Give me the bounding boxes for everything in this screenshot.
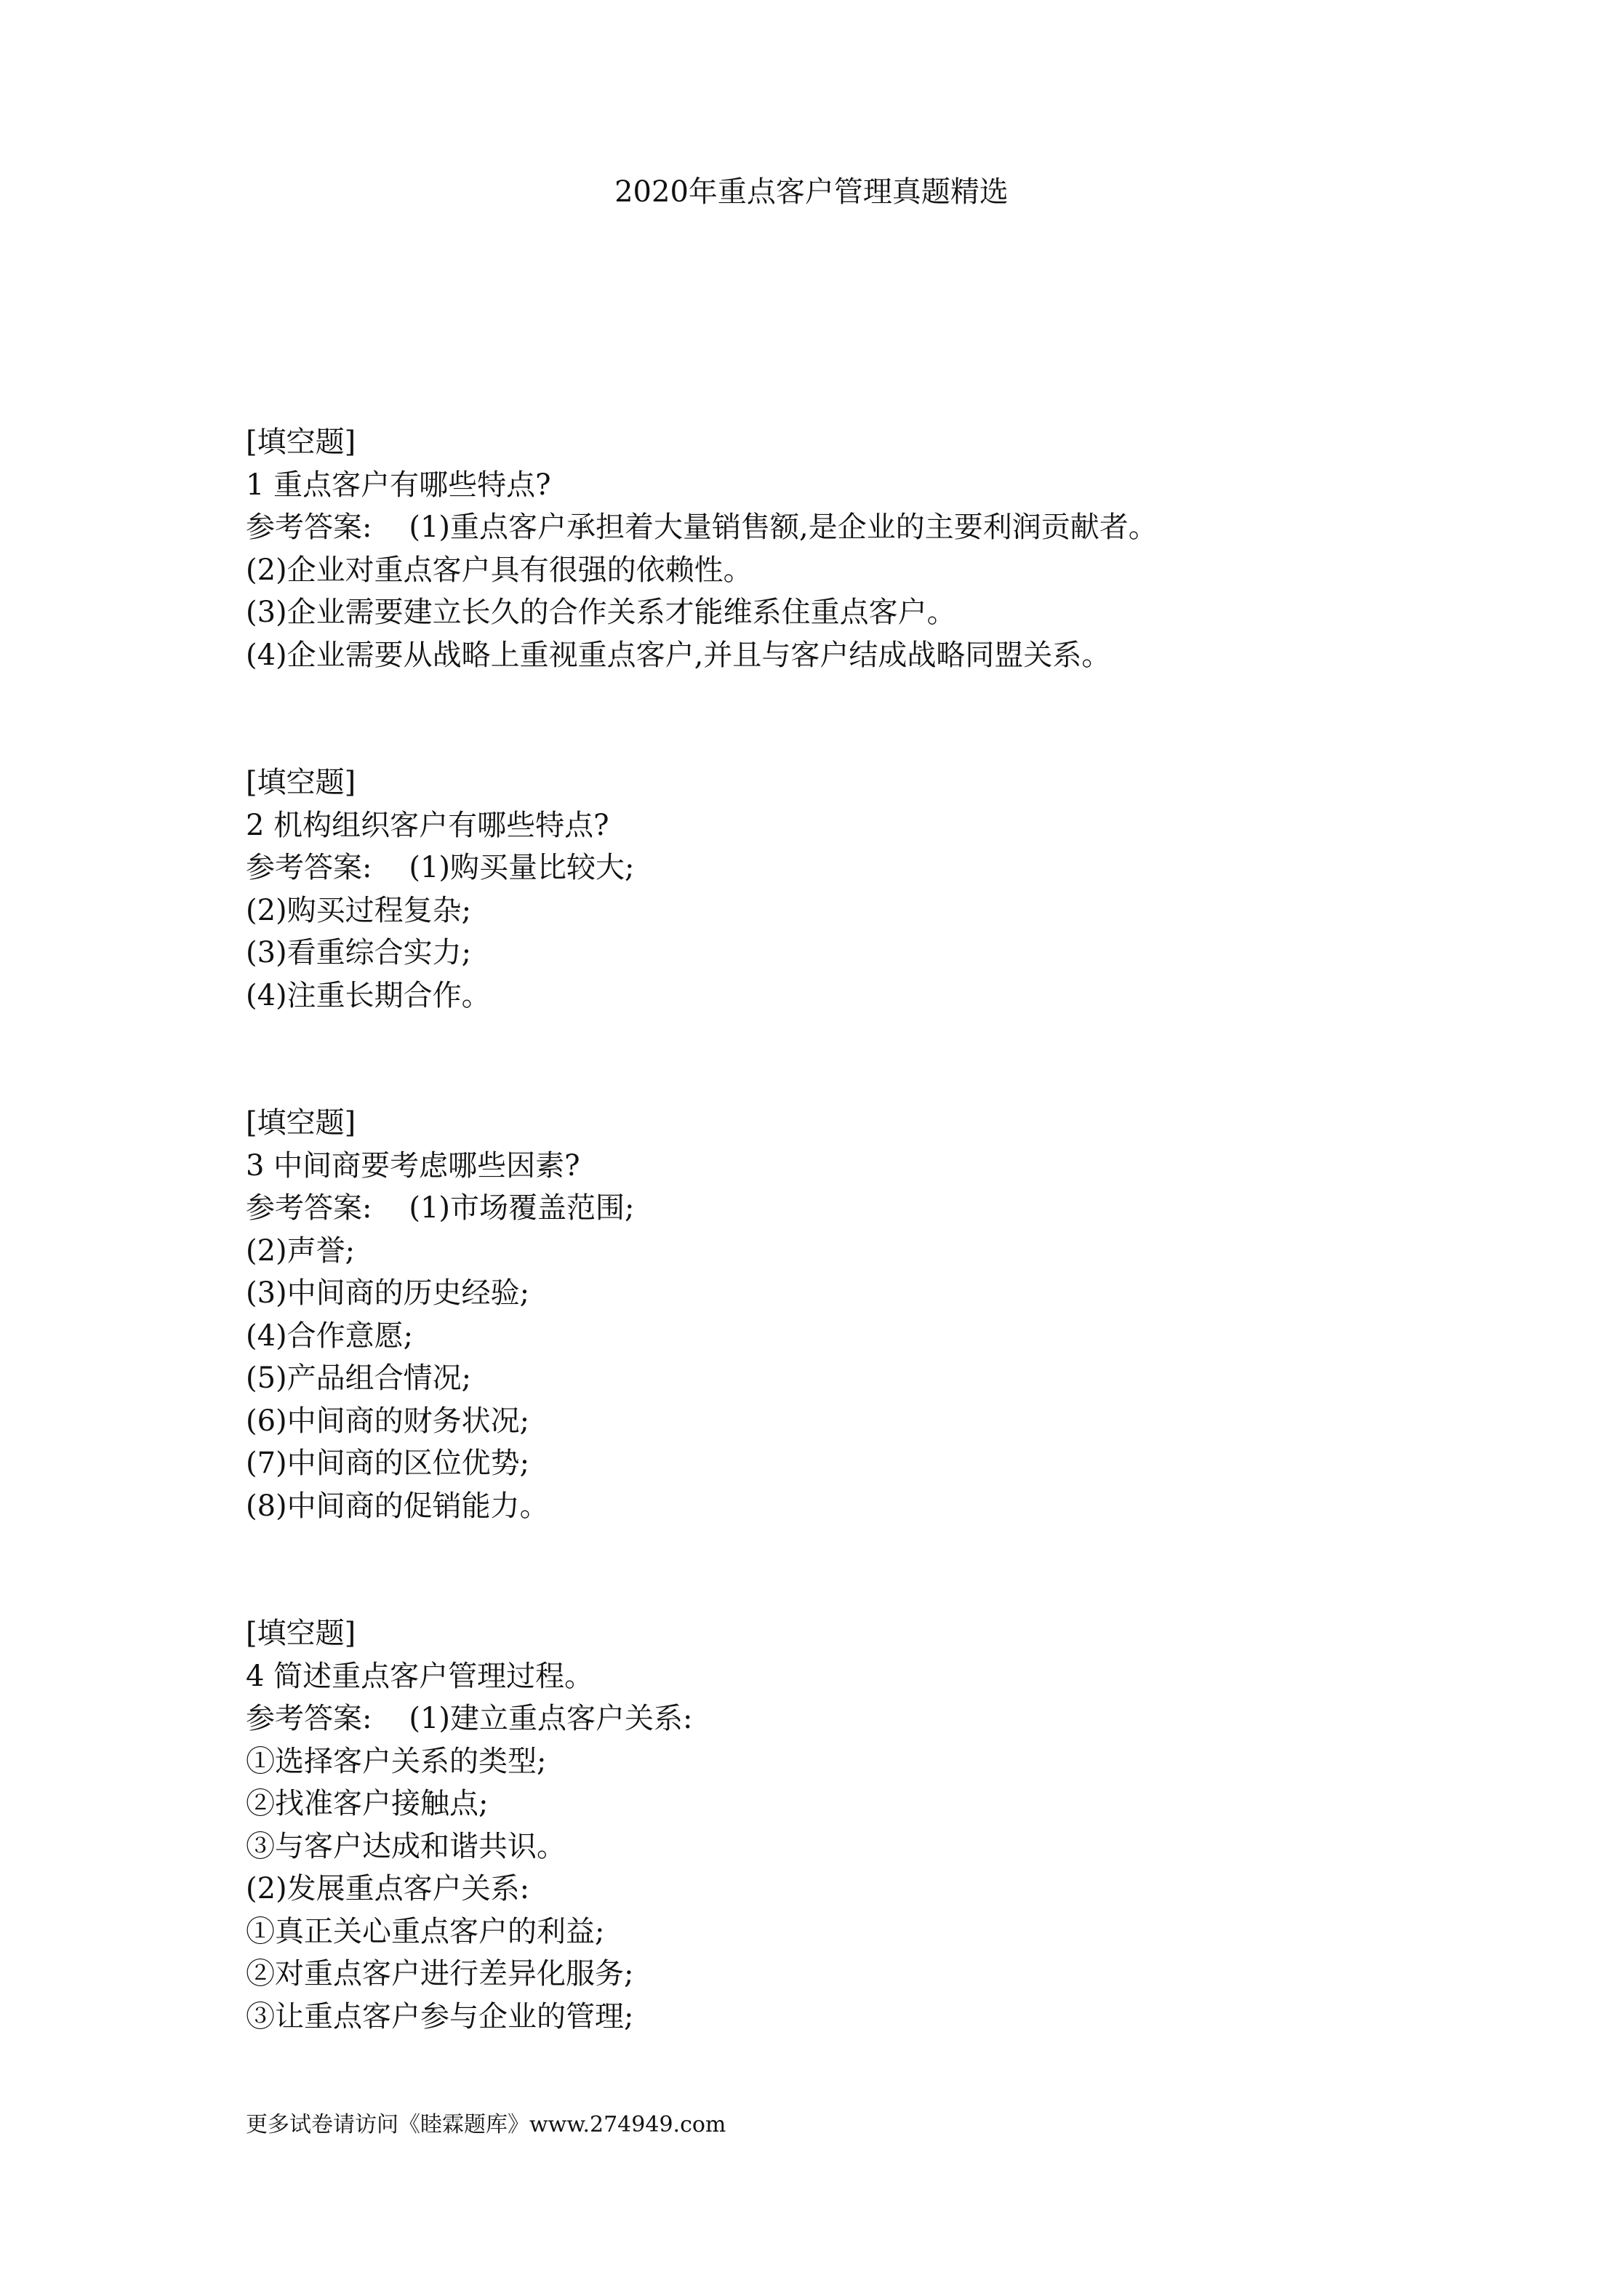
answer-item: (3)企业需要建立长久的合作关系才能维系住重点客户。 (246, 596, 956, 629)
answer-item: (3)看重综合实力; (246, 936, 472, 969)
answer-item: (4)企业需要从战略上重视重点客户,并且与客户结成战略同盟关系。 (246, 638, 1111, 672)
answer-item: (1)市场覆盖范围; (409, 1191, 635, 1225)
answer-item: (3)中间商的历史经验; (246, 1276, 530, 1310)
answer-item: (8)中间商的促销能力。 (246, 1489, 549, 1523)
answer-item: (6)中间商的财务状况; (246, 1404, 530, 1438)
answer-item: (5)产品组合情况; (246, 1361, 472, 1395)
answer-label: 参考答案: (246, 511, 372, 544)
answer-item: ③与客户达成和谐共识。 (246, 1829, 566, 1863)
answer-label: 参考答案: (246, 851, 372, 884)
answer-item: (1)建立重点客户关系: (409, 1702, 693, 1735)
question-list (246, 421, 1598, 2038)
answer-item: ①选择客户关系的类型; (246, 1744, 547, 1778)
answer-item: (2)企业对重点客户具有很强的依赖性。 (246, 553, 753, 587)
answer-item: (4)注重长期合作。 (246, 978, 491, 1012)
answer-first-line (246, 1697, 1598, 1740)
answer-item: (2)购买过程复杂; (246, 893, 472, 927)
question-text: 2 机构组织客户有哪些特点? (246, 808, 609, 842)
answer-item: ②对重点客户进行差异化服务; (246, 1957, 634, 1991)
answer-item: (1)购买量比较大; (409, 851, 635, 884)
question-block-1 (246, 421, 1598, 676)
page-footer: 更多试卷请访问《睦霖题库》www.274949.com (246, 2112, 726, 2137)
question-type-label: [填空题] (246, 1106, 356, 1140)
question-block-4 (246, 1612, 1598, 2038)
question-block-3 (246, 1102, 1598, 1527)
answer-label: 参考答案: (246, 1702, 372, 1735)
question-type-label: [填空题] (246, 425, 356, 459)
answer-first-line (246, 1187, 1598, 1230)
answer-item: ②找准客户接触点; (246, 1787, 489, 1820)
question-type-label: [填空题] (246, 1617, 356, 1650)
question-block-2 (246, 761, 1598, 1017)
question-type-label: [填空题] (246, 766, 356, 799)
answer-item: (1)重点客户承担着大量销售额,是企业的主要利润贡献者。 (409, 511, 1158, 544)
answer-label: 参考答案: (246, 1191, 372, 1225)
question-text: 3 中间商要考虑哪些因素? (246, 1148, 580, 1183)
answer-item: (2)声誉; (246, 1233, 356, 1268)
answer-item: (4)合作意愿; (246, 1319, 414, 1353)
answer-item: ①真正关心重点客户的利益; (246, 1914, 605, 1948)
question-text: 1 重点客户有哪些特点? (246, 468, 551, 502)
answer-first-line (246, 847, 1598, 889)
page-title: 2020年重点客户管理真题精选 (614, 175, 1009, 209)
answer-item: (2)发展重点客户关系: (246, 1872, 530, 1905)
question-text: 4 简述重点客户管理过程。 (246, 1659, 594, 1693)
answer-first-line (246, 506, 1598, 549)
answer-item: ③让重点客户参与企业的管理; (246, 1999, 634, 2033)
answer-item: (7)中间商的区位优势; (246, 1447, 530, 1480)
